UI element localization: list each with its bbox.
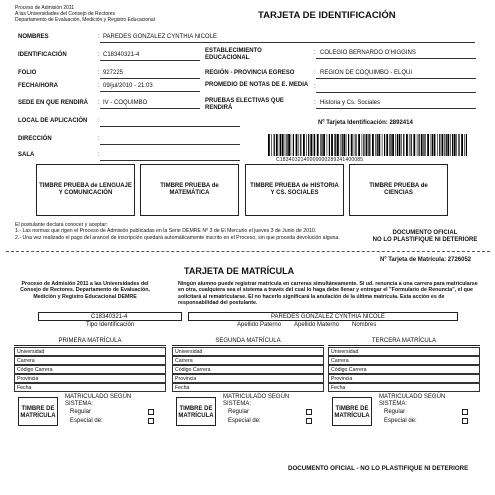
- establecimiento-value: COLEGIO BERNARDO O'HIGGINS: [320, 50, 416, 56]
- barcode-bar: [446, 134, 447, 156]
- barcode-bar: [439, 134, 440, 156]
- establecimiento-line: [316, 58, 476, 59]
- pruebas-label: PRUEBAS ELECTIVAS QUE RENDIRÁ: [205, 98, 284, 111]
- barcode-bar: [377, 134, 378, 156]
- name-caption-paterno: Apellido Paterno: [237, 322, 282, 328]
- barcode-bar: [409, 134, 410, 156]
- local-label: LOCAL DE APLICACIÓN: [18, 118, 88, 124]
- barcode-bar: [401, 134, 402, 156]
- barcode-bar: [291, 134, 292, 156]
- org-line-2: A las Universidades del Consejo de Rectores: [15, 11, 116, 17]
- matricula-column-header: PRIMERA MATRÍCULA: [14, 338, 166, 346]
- barcode-bar: [432, 134, 433, 156]
- barcode: [268, 134, 468, 156]
- org-line-3: Departamento de Evaluación, Medición y Registro Educacional: [15, 17, 155, 23]
- timbre-label: TIMBRE DE MATRÍCULA: [20, 406, 56, 419]
- folio-label: FOLIO: [18, 70, 37, 76]
- barcode-bar: [296, 134, 298, 156]
- org-header: [15, 5, 215, 23]
- barcode-bar: [282, 134, 284, 156]
- timbre-box: [18, 397, 58, 426]
- barcode-bar: [397, 134, 398, 156]
- nombres-value: PAREDES GONZALEZ CYNTHIA NICOLE: [103, 34, 217, 40]
- matricula-row-field[interactable]: Fecha: [328, 383, 480, 392]
- stamp-box-historia: [245, 164, 344, 216]
- sede-label: SEDE EN QUE RENDIRÁ: [18, 100, 89, 106]
- barcode-bar: [458, 134, 459, 156]
- matricula-row-field[interactable]: Universidad: [172, 347, 324, 356]
- barcode-bar: [276, 134, 278, 156]
- matricula-id-box: [38, 312, 182, 321]
- sala-line: [100, 160, 240, 161]
- barcode-bar: [382, 134, 383, 156]
- matricula-row-field[interactable]: Carrera: [328, 356, 480, 365]
- barcode-bar: [362, 134, 363, 156]
- oficial-line-1: DOCUMENTO OFICIAL: [392, 230, 458, 236]
- barcode-bar: [423, 134, 424, 156]
- barcode-bar: [464, 134, 465, 156]
- matricula-number-label: Nº Tarjeta de Matrícula:: [380, 257, 447, 263]
- especial-checkbox[interactable]: [306, 418, 312, 424]
- fecha-line: [100, 91, 200, 92]
- matricula-row-field[interactable]: Provincia: [328, 374, 480, 383]
- promedio-line: [316, 92, 476, 93]
- barcode-bar: [299, 134, 300, 156]
- barcode-bar: [308, 134, 309, 156]
- stamp-label-historia: TIMBRE PRUEBA de HISTORIA Y CS. SOCIALES: [250, 183, 339, 196]
- barcode-bar: [279, 134, 280, 156]
- tarjeta-id-label: Nº Tarjeta Identificación:: [318, 120, 388, 126]
- page-title: TARJETA DE IDENTIFICACIÓN: [258, 10, 396, 21]
- barcode-bar: [343, 134, 345, 156]
- barcode-bar: [372, 134, 374, 156]
- especial-checkbox[interactable]: [462, 418, 468, 424]
- barcode-bar: [334, 134, 335, 156]
- sede-value: IV - COQUIMBO: [103, 100, 148, 106]
- barcode-text: C1834032140000000289241400085: [276, 157, 364, 163]
- matricula-row-field[interactable]: Provincia: [14, 374, 166, 383]
- barcode-bar: [320, 134, 321, 156]
- establecimiento-label: ESTABLECIMIENTO EDUCACIONAL: [205, 48, 262, 61]
- barcode-bar: [447, 134, 449, 156]
- barcode-bar: [369, 134, 370, 156]
- matricula-org-text: Proceso de Admisión 2011 a las Universidades del Consejo de Rectores. Departamento de Evaluación, Medición y Registro Educacional DEMRE: [20, 281, 150, 300]
- barcode-bar: [442, 134, 444, 156]
- org-line-1: Proceso de Admisión 2011: [15, 5, 75, 11]
- barcode-bar: [271, 134, 272, 156]
- especial-label: Especial de:: [70, 418, 103, 424]
- barcode-bar: [392, 134, 394, 156]
- matricula-row-field[interactable]: Universidad: [328, 347, 480, 356]
- barcode-bar: [268, 134, 270, 156]
- regular-label: Regular: [228, 409, 250, 415]
- barcode-bar: [395, 134, 396, 156]
- barcode-bar: [456, 134, 457, 156]
- declaration-line-3: 2.- Una vez realizado el pago del arancel de inscripción quedará automáticamente inscrito en el Proceso, sin que proceda devolución alguna.: [15, 234, 340, 241]
- barcode-bar: [303, 134, 305, 156]
- matricula-notice: Ningún alumno puede registrar matrícula en carreras simultáneamente. Si ud. renuncia a una carrera para matricularse en otra, cualquiera sea el sistema a través del cual lo haga debe llenar y entregar el "Formulario de Renuncia", el que solicitará al rematricularse. El no hacerlo significará la anulación de la última matrícula. Esta acción es de responsabilidad del postulante.: [178, 281, 478, 307]
- identificacion-value: C18340321-4: [103, 52, 140, 58]
- matricula-title: TARJETA DE MATRÍCULA: [184, 266, 295, 276]
- barcode-bar: [358, 134, 360, 156]
- barcode-bar: [327, 134, 328, 156]
- barcode-bar: [331, 134, 333, 156]
- barcode-bar: [421, 134, 423, 156]
- barcode-bar: [378, 134, 380, 156]
- barcode-bar: [437, 134, 438, 156]
- fecha-label: FECHA/HORA: [18, 83, 58, 89]
- barcode-bar: [313, 134, 314, 156]
- promedio-label: PROMEDIO DE NOTAS DE E. MEDIA: [205, 82, 309, 88]
- name-caption-nombres: Nombres: [352, 322, 377, 328]
- stamp-label-lenguaje: TIMBRE PRUEBA de LENGUAJE Y COMUNICACIÓN: [39, 183, 132, 196]
- barcode-bar: [450, 134, 451, 156]
- oficial-line-2: NO LO PLASTIFIQUE NI DETERIORE: [372, 237, 478, 243]
- pruebas-value: Historia y Cs. Sociales: [320, 100, 381, 106]
- barcode-bar: [466, 134, 467, 156]
- timbre-box: [332, 397, 372, 426]
- matricula-column-header: SEGUNDA MATRÍCULA: [172, 338, 324, 346]
- especial-checkbox[interactable]: [148, 418, 154, 424]
- direccion-line: [100, 144, 240, 145]
- barcode-bar: [351, 134, 353, 156]
- direccion-label: DIRECCIÓN: [18, 136, 52, 142]
- matricula-name-value: PAREDES GONZALEZ CYNTHIA NICOLE: [271, 314, 385, 320]
- local-line: [100, 126, 240, 127]
- matricula-row-field[interactable]: Provincia: [172, 374, 324, 383]
- barcode-bar: [390, 134, 391, 156]
- matricula-row-field[interactable]: Fecha: [14, 383, 166, 392]
- barcode-bar: [348, 134, 349, 156]
- matricula-column-header: TERCERA MATRÍCULA: [328, 338, 480, 346]
- barcode-bar: [340, 134, 341, 156]
- barcode-bar: [310, 134, 312, 156]
- barcode-bar: [285, 134, 286, 156]
- matricula-number-value: 2726052: [447, 257, 472, 263]
- barcode-bar: [355, 134, 356, 156]
- sistema-label: MATRICULADO SEGÚN SISTEMA:: [379, 394, 446, 407]
- matricula-row-field[interactable]: Carrera: [172, 356, 324, 365]
- barcode-bar: [300, 134, 301, 156]
- tarjeta-id-value: 2892414: [389, 120, 413, 126]
- barcode-bar: [354, 134, 355, 156]
- oficial-notice: [360, 230, 490, 244]
- stamp-label-matematica: TIMBRE PRUEBA de MATEMÁTICA: [160, 183, 219, 196]
- barcode-bar: [411, 134, 412, 156]
- barcode-bar: [306, 134, 307, 156]
- barcode-bar: [323, 134, 325, 156]
- matricula-footer: DOCUMENTO OFICIAL - NO LO PLASTIFIQUE NI DETERIORE: [288, 465, 469, 472]
- name-caption-materno: Apellido Materno: [294, 322, 340, 328]
- matricula-name-box: [188, 312, 458, 321]
- nombres-line: [100, 42, 475, 43]
- barcode-bar: [427, 134, 429, 156]
- barcode-bar: [431, 134, 432, 156]
- barcode-bar: [329, 134, 330, 156]
- stamp-box-ciencias: [349, 164, 448, 216]
- regular-label: Regular: [70, 409, 92, 415]
- sede-line: [100, 108, 200, 109]
- matricula-row-field[interactable]: Universidad: [14, 347, 166, 356]
- regular-checkbox[interactable]: [148, 409, 154, 415]
- barcode-bar: [321, 134, 322, 156]
- region-line: [316, 78, 476, 79]
- matricula-row-field[interactable]: Código Carrera: [328, 365, 480, 374]
- barcode-bar: [406, 134, 408, 156]
- barcode-bar: [444, 134, 445, 156]
- barcode-bar: [375, 134, 376, 156]
- matricula-id-value: C18340321-4: [91, 314, 128, 320]
- barcode-bar: [314, 134, 315, 156]
- barcode-bar: [280, 134, 281, 156]
- region-label: REGIÓN - PROVINCIA EGRESO: [205, 70, 295, 76]
- barcode-bar: [399, 134, 401, 156]
- especial-label: Especial de:: [228, 418, 261, 424]
- barcode-bar: [384, 134, 385, 156]
- barcode-bar: [454, 134, 456, 156]
- barcode-bar: [403, 134, 404, 156]
- sistema-label: MATRICULADO SEGÚN SISTEMA:: [65, 394, 132, 407]
- barcode-bar: [346, 134, 347, 156]
- fecha-value: 09/jul/2010 - 21:03: [103, 83, 153, 89]
- regular-checkbox[interactable]: [306, 409, 312, 415]
- barcode-bar: [317, 134, 319, 156]
- barcode-bar: [366, 134, 368, 156]
- barcode-bar: [461, 134, 463, 156]
- identificacion-line: [100, 60, 200, 61]
- stamp-box-lenguaje: [36, 164, 135, 216]
- barcode-bar: [424, 134, 425, 156]
- sistema-label: MATRICULADO SEGÚN SISTEMA:: [223, 394, 290, 407]
- barcode-bar: [417, 134, 418, 156]
- barcode-bar: [386, 134, 388, 156]
- matricula-row-field[interactable]: Código Carrera: [172, 365, 324, 374]
- identificacion-label: IDENTIFICACIÓN: [18, 52, 67, 58]
- timbre-box: [176, 397, 216, 426]
- especial-label: Especial de:: [384, 418, 417, 424]
- barcode-bar: [413, 134, 415, 156]
- barcode-bar: [363, 134, 364, 156]
- tarjeta-id-number: [318, 120, 413, 127]
- declaration-line-1: El postulante declara conocer y aceptar:: [15, 222, 108, 228]
- regular-checkbox[interactable]: [462, 409, 468, 415]
- timbre-label: TIMBRE DE MATRÍCULA: [178, 406, 214, 419]
- barcode-bar: [335, 134, 336, 156]
- barcode-bar: [274, 134, 275, 156]
- barcode-bar: [286, 134, 287, 156]
- declaration: [15, 222, 360, 241]
- cut-line: [6, 251, 490, 252]
- barcode-bar: [342, 134, 343, 156]
- nombres-label: NOMBRES: [18, 34, 49, 40]
- pruebas-line: [316, 108, 476, 109]
- timbre-label: TIMBRE DE MATRÍCULA: [334, 406, 370, 419]
- barcode-bar: [293, 134, 294, 156]
- barcode-bar: [337, 134, 339, 156]
- stamp-label-ciencias: TIMBRE PRUEBA de CIENCIAS: [369, 183, 428, 196]
- stamp-box-matematica: [140, 164, 239, 216]
- sala-label: SALA: [18, 152, 35, 158]
- barcode-bar: [452, 134, 453, 156]
- matricula-number: [380, 257, 471, 264]
- folio-line: [100, 78, 200, 79]
- barcode-bar: [368, 134, 369, 156]
- matricula-row-field[interactable]: Carrera: [14, 356, 166, 365]
- region-value: REGION DE COQUIMBO - ELQUI: [320, 70, 413, 76]
- barcode-bar: [434, 134, 436, 156]
- barcode-bar: [288, 134, 290, 156]
- regular-label: Regular: [384, 409, 406, 415]
- barcode-bar: [389, 134, 390, 156]
- folio-value: 927225: [103, 70, 124, 76]
- matricula-id-caption: Tipo Identificación: [86, 322, 135, 328]
- matricula-row-field[interactable]: Fecha: [172, 383, 324, 392]
- barcode-bar: [419, 134, 420, 156]
- matricula-row-field[interactable]: Código Carrera: [14, 365, 166, 374]
- declaration-line-2: 1.- Las normas que rigen el Proceso de Admisión publicadas en la Serie DEMRE Nº 3 de El Mercurio el jueves 3 de Junio de 2010.: [15, 228, 317, 235]
